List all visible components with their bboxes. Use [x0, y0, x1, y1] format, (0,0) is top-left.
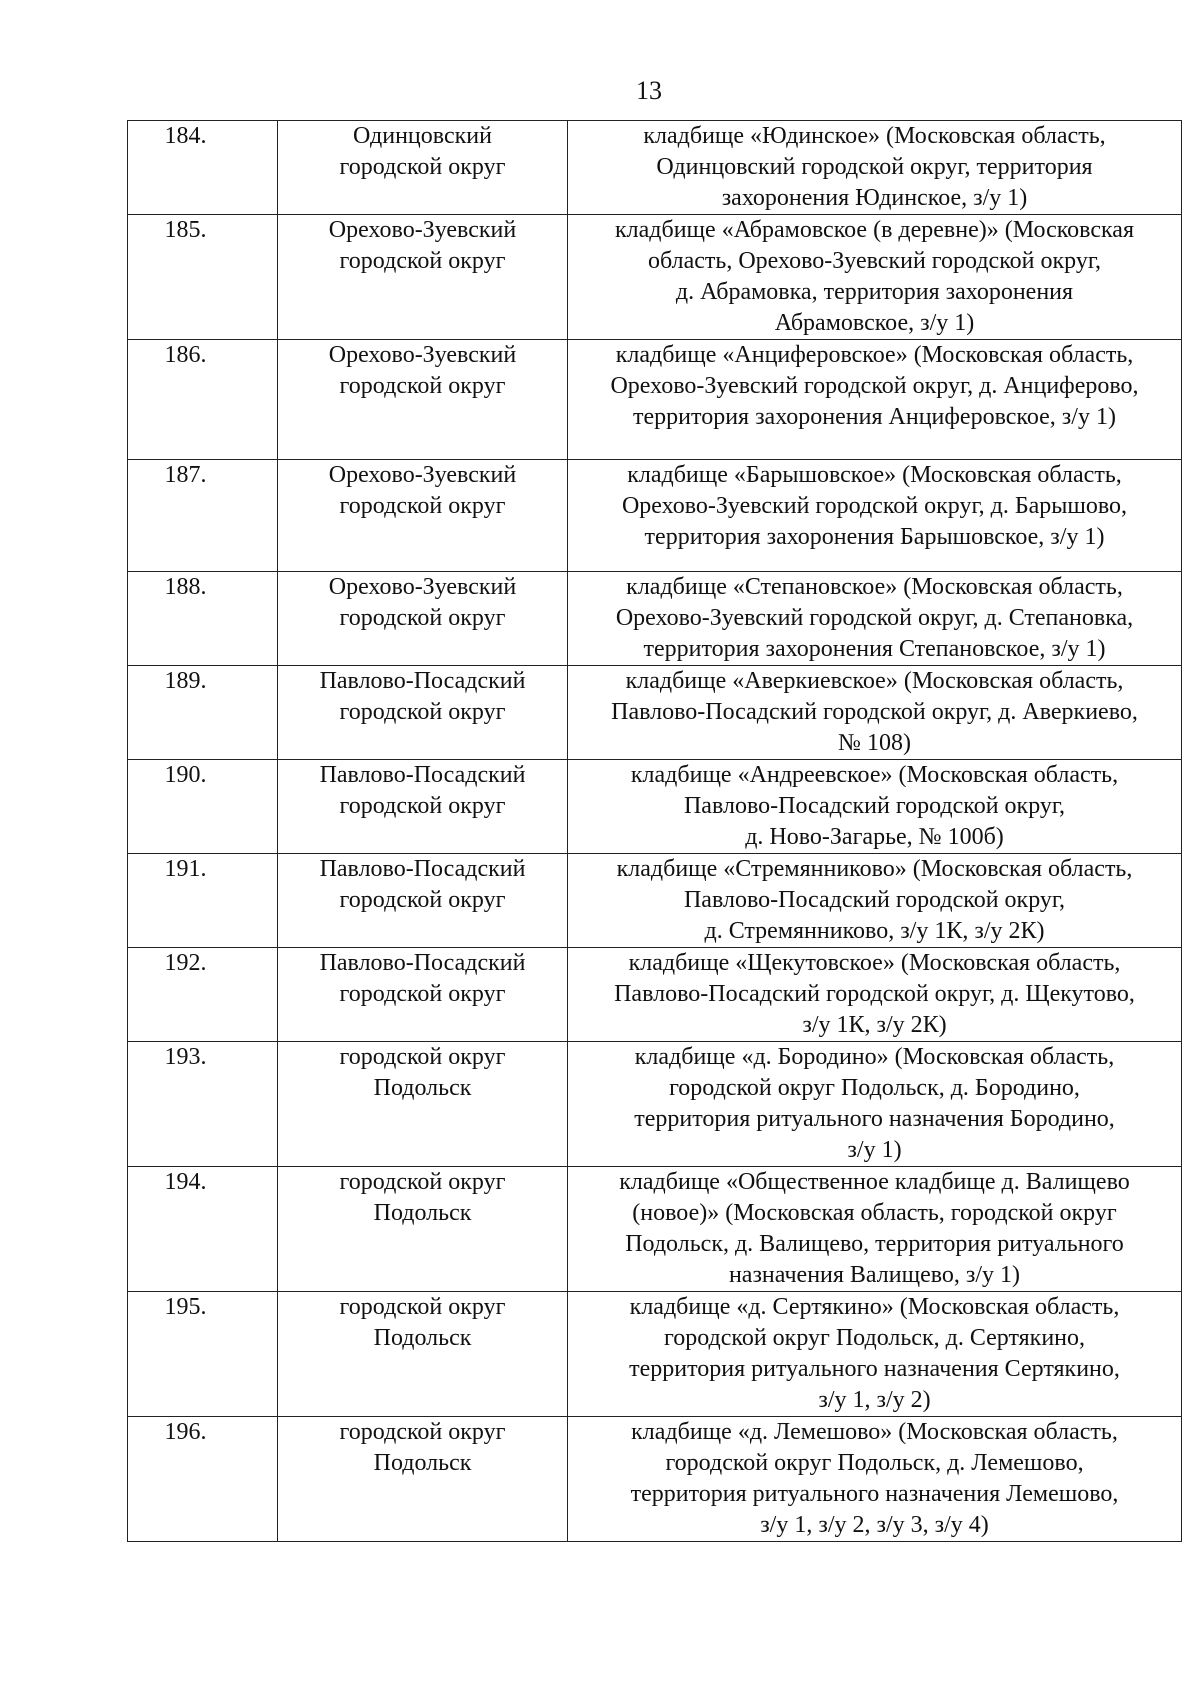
- district-line: городской округ: [339, 793, 506, 819]
- cemetery-description-cell: [568, 121, 1182, 215]
- district-cell: [278, 121, 568, 215]
- district-line: Павлово-Посадский: [319, 762, 526, 788]
- cemetery-description-cell: [568, 760, 1182, 854]
- district-line: городской округ: [339, 154, 506, 180]
- description-line: Павлово-Посадский городской округ,: [683, 887, 1066, 913]
- row-number: 194.: [128, 1167, 278, 1292]
- description-line: область, Орехово-Зуевский городской округ,: [648, 248, 1101, 274]
- description-line: з/у 1, з/у 2): [818, 1387, 931, 1413]
- district-cell: [278, 1292, 568, 1417]
- cemetery-registry-table: [127, 120, 1182, 1542]
- district-line: городской округ: [339, 248, 506, 274]
- description-line: кладбище «д. Лемешово» (Московская область,: [631, 1419, 1118, 1445]
- description-line: Орехово-Зуевский городской округ, д. Барышово,: [621, 493, 1128, 519]
- cemetery-description-cell: [568, 1417, 1182, 1542]
- description-line: кладбище «Абрамовское (в деревне)» (Московская: [615, 217, 1134, 243]
- district-cell: [278, 340, 568, 460]
- district-cell: [278, 666, 568, 760]
- row-number: 188.: [128, 572, 278, 666]
- cemetery-description-cell: [568, 572, 1182, 666]
- description-line: территория ритуального назначения Лемешово,: [630, 1481, 1119, 1507]
- district-line: Подольск: [373, 1200, 472, 1226]
- description-line: Павлово-Посадский городской округ, д. Аверкиево,: [611, 699, 1138, 725]
- table-row: [128, 121, 1182, 215]
- cemetery-description-cell: [568, 460, 1182, 572]
- description-line: Орехово-Зуевский городской округ, д. Степановка,: [615, 605, 1134, 631]
- district-line: Орехово-Зуевский: [328, 574, 517, 600]
- district-line: Подольск: [373, 1450, 472, 1476]
- description-line: кладбище «Аверкиевское» (Московская область,: [625, 668, 1124, 694]
- district-line: городской округ: [339, 373, 506, 399]
- description-line: территория ритуального назначения Бородино,: [634, 1106, 1115, 1132]
- district-cell: [278, 854, 568, 948]
- description-line: (новое)» (Московская область, городской округ: [632, 1200, 1117, 1226]
- table-row: [128, 215, 1182, 340]
- district-cell: [278, 948, 568, 1042]
- district-line: Орехово-Зуевский: [328, 217, 517, 243]
- district-line: Павлово-Посадский: [319, 950, 526, 976]
- district-line: Павлово-Посадский: [319, 668, 526, 694]
- table-row: [128, 1167, 1182, 1292]
- description-line: территория ритуального назначения Сертякино,: [629, 1356, 1120, 1382]
- district-line: городской округ: [339, 981, 506, 1007]
- row-number: 190.: [128, 760, 278, 854]
- description-line: территория захоронения Анциферовское, з/у 1): [633, 404, 1116, 430]
- table-body: [128, 121, 1182, 1542]
- district-cell: [278, 572, 568, 666]
- cemetery-description-cell: [568, 854, 1182, 948]
- row-number: 185.: [128, 215, 278, 340]
- row-number: 189.: [128, 666, 278, 760]
- district-line: городской округ: [339, 1044, 506, 1070]
- description-line: кладбище «Щекутовское» (Московская область,: [628, 950, 1121, 976]
- description-line: кладбище «Анциферовское» (Московская область,: [615, 342, 1134, 368]
- description-line: з/у 1К, з/у 2К): [802, 1012, 947, 1038]
- district-line: городской округ: [339, 1169, 506, 1195]
- district-line: Подольск: [373, 1075, 472, 1101]
- district-cell: [278, 1417, 568, 1542]
- row-number: 195.: [128, 1292, 278, 1417]
- table-row: [128, 340, 1182, 460]
- description-line: д. Стремянниково, з/у 1К, з/у 2К): [704, 918, 1045, 944]
- cemetery-description-cell: [568, 666, 1182, 760]
- description-line: городской округ Подольск, д. Бородино,: [669, 1075, 1080, 1101]
- cemetery-description-cell: [568, 215, 1182, 340]
- description-line: Подольск, д. Валищево, территория ритуального: [625, 1231, 1124, 1257]
- table-row: [128, 1292, 1182, 1417]
- description-line: назначения Валищево, з/у 1): [728, 1262, 1021, 1288]
- description-line: кладбище «Степановское» (Московская область,: [626, 574, 1123, 600]
- description-line: кладбище «д. Сертякино» (Московская область,: [629, 1294, 1120, 1320]
- district-line: Орехово-Зуевский: [328, 462, 517, 488]
- description-line: Одинцовский городской округ, территория: [656, 154, 1093, 180]
- table-row: [128, 948, 1182, 1042]
- table-row: [128, 854, 1182, 948]
- table-row: [128, 666, 1182, 760]
- cemetery-description-cell: [568, 1042, 1182, 1167]
- row-number: 191.: [128, 854, 278, 948]
- row-number: 187.: [128, 460, 278, 572]
- page-number: 13: [636, 76, 662, 105]
- district-cell: [278, 1167, 568, 1292]
- cemetery-description-cell: [568, 1292, 1182, 1417]
- cemetery-description-cell: [568, 1167, 1182, 1292]
- description-line: д. Абрамовка, территория захоронения: [675, 279, 1074, 305]
- table-row: [128, 1417, 1182, 1542]
- district-line: городской округ: [339, 1419, 506, 1445]
- district-cell: [278, 760, 568, 854]
- description-line: кладбище «Андреевское» (Московская область,: [630, 762, 1119, 788]
- district-cell: [278, 1042, 568, 1167]
- district-line: Подольск: [373, 1325, 472, 1351]
- row-number: 186.: [128, 340, 278, 460]
- description-line: № 108): [838, 730, 911, 756]
- description-line: д. Ново-Загарье, № 100б): [745, 824, 1004, 850]
- district-cell: [278, 460, 568, 572]
- description-line: территория захоронения Барышовское, з/у 1): [644, 524, 1105, 550]
- cemetery-description-cell: [568, 340, 1182, 460]
- description-line: городской округ Подольск, д. Сертякино,: [663, 1325, 1086, 1351]
- table-row: [128, 460, 1182, 572]
- table-row: [128, 760, 1182, 854]
- district-line: городской округ: [339, 699, 506, 725]
- description-line: Павлово-Посадский городской округ,: [683, 793, 1066, 819]
- district-line: городской округ: [339, 887, 506, 913]
- description-line: территория захоронения Степановское, з/у 1): [643, 636, 1106, 662]
- description-line: городской округ Подольск, д. Лемешово,: [665, 1450, 1084, 1476]
- district-line: городской округ: [339, 493, 506, 519]
- row-number: 193.: [128, 1042, 278, 1167]
- row-number: 196.: [128, 1417, 278, 1542]
- district-line: городской округ: [339, 1294, 506, 1320]
- table-row: [128, 572, 1182, 666]
- cemetery-description-cell: [568, 948, 1182, 1042]
- description-line: з/у 1, з/у 2, з/у 3, з/у 4): [760, 1512, 989, 1538]
- description-line: Павлово-Посадский городской округ, д. Щекутово,: [614, 981, 1135, 1007]
- row-number: 192.: [128, 948, 278, 1042]
- district-line: Павлово-Посадский: [319, 856, 526, 882]
- district-line: Орехово-Зуевский: [328, 342, 517, 368]
- description-line: кладбище «Юдинское» (Московская область,: [643, 123, 1106, 149]
- description-line: Абрамовское, з/у 1): [774, 310, 975, 336]
- description-line: кладбище «Барышовское» (Московская область,: [627, 462, 1122, 488]
- table-row: [128, 1042, 1182, 1167]
- district-cell: [278, 215, 568, 340]
- description-line: захоронения Юдинское, з/у 1): [721, 185, 1028, 211]
- description-line: Орехово-Зуевский городской округ, д. Анциферово,: [610, 373, 1139, 399]
- description-line: з/у 1): [847, 1137, 902, 1163]
- description-line: кладбище «Общественное кладбище д. Валищево: [619, 1169, 1130, 1195]
- district-line: городской округ: [339, 605, 506, 631]
- description-line: кладбище «Стремянниково» (Московская область,: [616, 856, 1133, 882]
- row-number: 184.: [128, 121, 278, 215]
- district-line: Одинцовский: [353, 123, 492, 149]
- description-line: кладбище «д. Бородино» (Московская область,: [634, 1044, 1115, 1070]
